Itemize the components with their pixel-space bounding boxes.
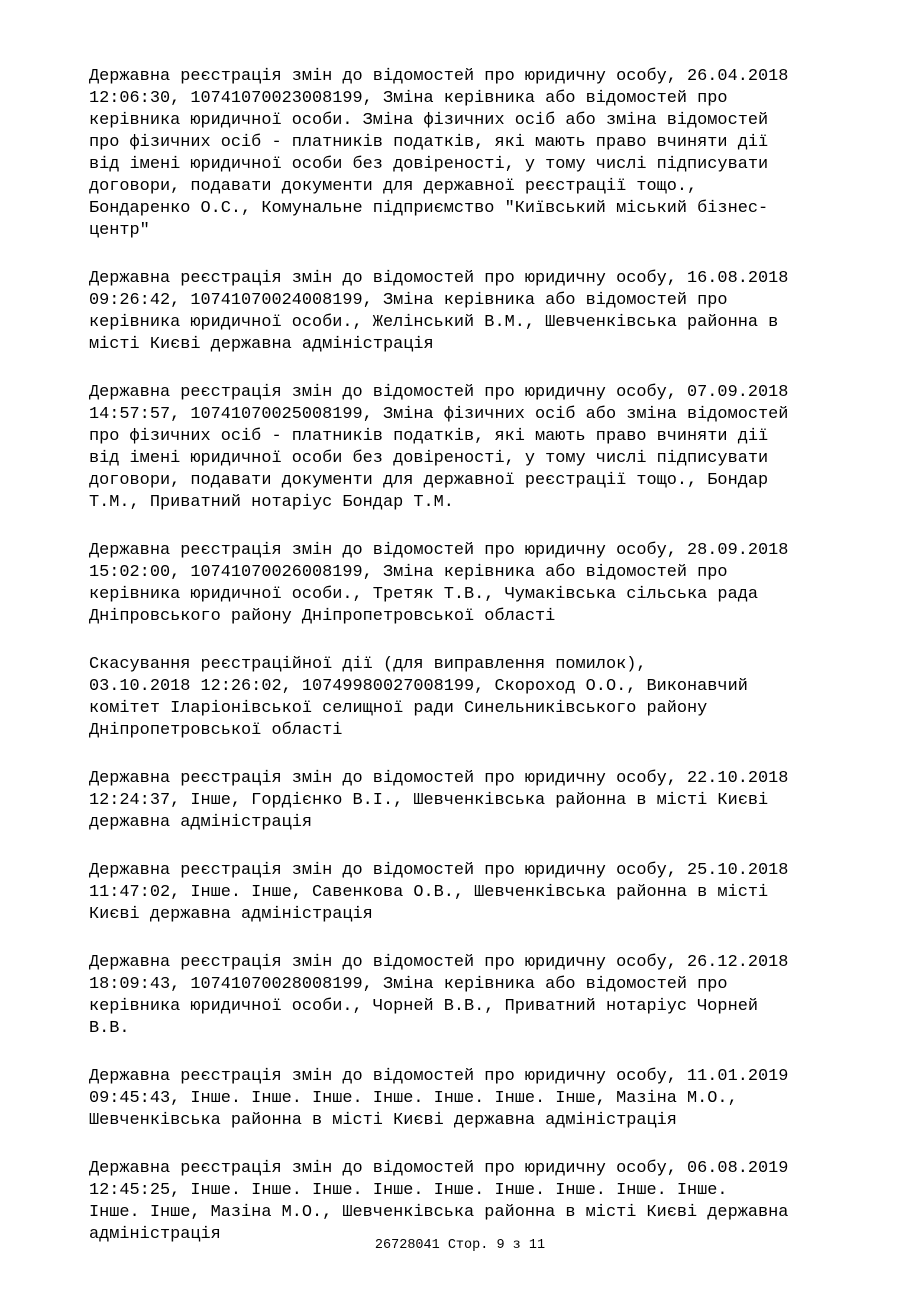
entry-line: 09:45:43, Інше. Інше. Інше. Інше. Інше. Інше. Інше, Мазіна М.О., <box>89 1089 738 1108</box>
entry-line: 15:02:00, 10741070026008199, Зміна керівника або відомостей про <box>89 563 728 582</box>
entry-line: державна адміністрація <box>89 813 312 832</box>
entry-line: 12:24:37, Інше, Гордієнко В.І., Шевченківська районна в місті Києві <box>89 791 769 810</box>
entry-line: керівника юридичної особи., Желінський В.М., Шевченківська районна в <box>89 313 779 332</box>
entry-line: керівника юридичної особи., Третяк Т.В., Чумаківська сільська рада <box>89 585 758 604</box>
entry-line: про фізичних осіб - платників податків, які мають право вчиняти дії <box>89 133 769 152</box>
entry-line: Державна реєстрація змін до відомостей про юридичну особу, 07.09.2018 <box>89 383 789 402</box>
entry-line: від імені юридичної особи без довіреності, у тому числі підписувати <box>89 449 769 468</box>
entry-line: В.В. <box>89 1019 130 1038</box>
registration-entry <box>89 1158 869 1246</box>
entry-line: Державна реєстрація змін до відомостей про юридичну особу, 16.08.2018 <box>89 269 789 288</box>
entry-line: керівника юридичної особи. Зміна фізичних осіб або зміна відомостей <box>89 111 769 130</box>
entry-line: Державна реєстрація змін до відомостей про юридичну особу, 22.10.2018 <box>89 769 789 788</box>
entry-line: Дніпропетровської області <box>89 721 343 740</box>
entry-line: Києві державна адміністрація <box>89 905 373 924</box>
entry-line: Дніпровського району Дніпропетровської області <box>89 607 556 626</box>
registration-entry <box>89 66 869 242</box>
entry-line: 18:09:43, 10741070028008199, Зміна керівника або відомостей про <box>89 975 728 994</box>
entry-line: Державна реєстрація змін до відомостей про юридичну особу, 26.04.2018 <box>89 67 789 86</box>
entry-line: Державна реєстрація змін до відомостей про юридичну особу, 06.08.2019 <box>89 1159 789 1178</box>
entry-line: Шевченківська районна в місті Києві державна адміністрація <box>89 1111 677 1130</box>
registration-entry <box>89 860 869 926</box>
entry-line: місті Києві державна адміністрація <box>89 335 434 354</box>
entry-line: Державна реєстрація змін до відомостей про юридичну особу, 11.01.2019 <box>89 1067 789 1086</box>
registration-entry <box>89 540 869 628</box>
entry-line: Т.М., Приватний нотаріус Бондар Т.М. <box>89 493 454 512</box>
entry-line: Державна реєстрація змін до відомостей про юридичну особу, 28.09.2018 <box>89 541 789 560</box>
entry-line: 14:57:57, 10741070025008199, Зміна фізичних осіб або зміна відомостей <box>89 405 789 424</box>
entry-line: 09:26:42, 10741070024008199, Зміна керівника або відомостей про <box>89 291 728 310</box>
entry-line: Інше. Інше, Мазіна М.О., Шевченківська районна в місті Києві державна <box>89 1203 789 1222</box>
registration-entry <box>89 268 869 356</box>
registration-entry <box>89 1066 869 1132</box>
registration-entry <box>89 382 869 514</box>
entry-line: керівника юридичної особи., Чорней В.В., Приватний нотаріус Чорней <box>89 997 758 1016</box>
entry-line: 03.10.2018 12:26:02, 10749980027008199, Скороход О.О., Виконавчий <box>89 677 748 696</box>
entry-line: Державна реєстрація змін до відомостей про юридичну особу, 26.12.2018 <box>89 953 789 972</box>
entry-line: Державна реєстрація змін до відомостей про юридичну особу, 25.10.2018 <box>89 861 789 880</box>
entry-line: адміністрація <box>89 1225 221 1244</box>
entry-line: Бондаренко О.С., Комунальне підприємство "Київський міський бізнес- <box>89 199 769 218</box>
entry-line: 11:47:02, Інше. Інше, Савенкова О.В., Шевченківська районна в місті <box>89 883 769 902</box>
page-footer: 26728041 Стор. 9 з 11 <box>374 1238 546 1253</box>
entry-line: від імені юридичної особи без довіреності, у тому числі підписувати <box>89 155 769 174</box>
entry-line: договори, подавати документи для державної реєстрації тощо., <box>89 177 698 196</box>
entry-line: центр" <box>89 221 150 240</box>
entry-line: 12:06:30, 10741070023008199, Зміна керівника або відомостей про <box>89 89 728 108</box>
entry-line: Скасування реєстраційної дії (для виправлення помилок), <box>89 655 647 674</box>
entry-line: комітет Іларіонівської селищної ради Синельниківського району <box>89 699 708 718</box>
registration-entry <box>89 654 869 742</box>
entry-line: 12:45:25, Інше. Інше. Інше. Інше. Інше. Інше. Інше. Інше. Інше. <box>89 1181 728 1200</box>
registration-entry <box>89 952 869 1040</box>
entry-line: про фізичних осіб - платників податків, які мають право вчиняти дії <box>89 427 769 446</box>
entry-line: договори, подавати документи для державної реєстрації тощо., Бондар <box>89 471 769 490</box>
registration-entry <box>89 768 869 834</box>
registration-entries-list <box>89 66 869 1272</box>
